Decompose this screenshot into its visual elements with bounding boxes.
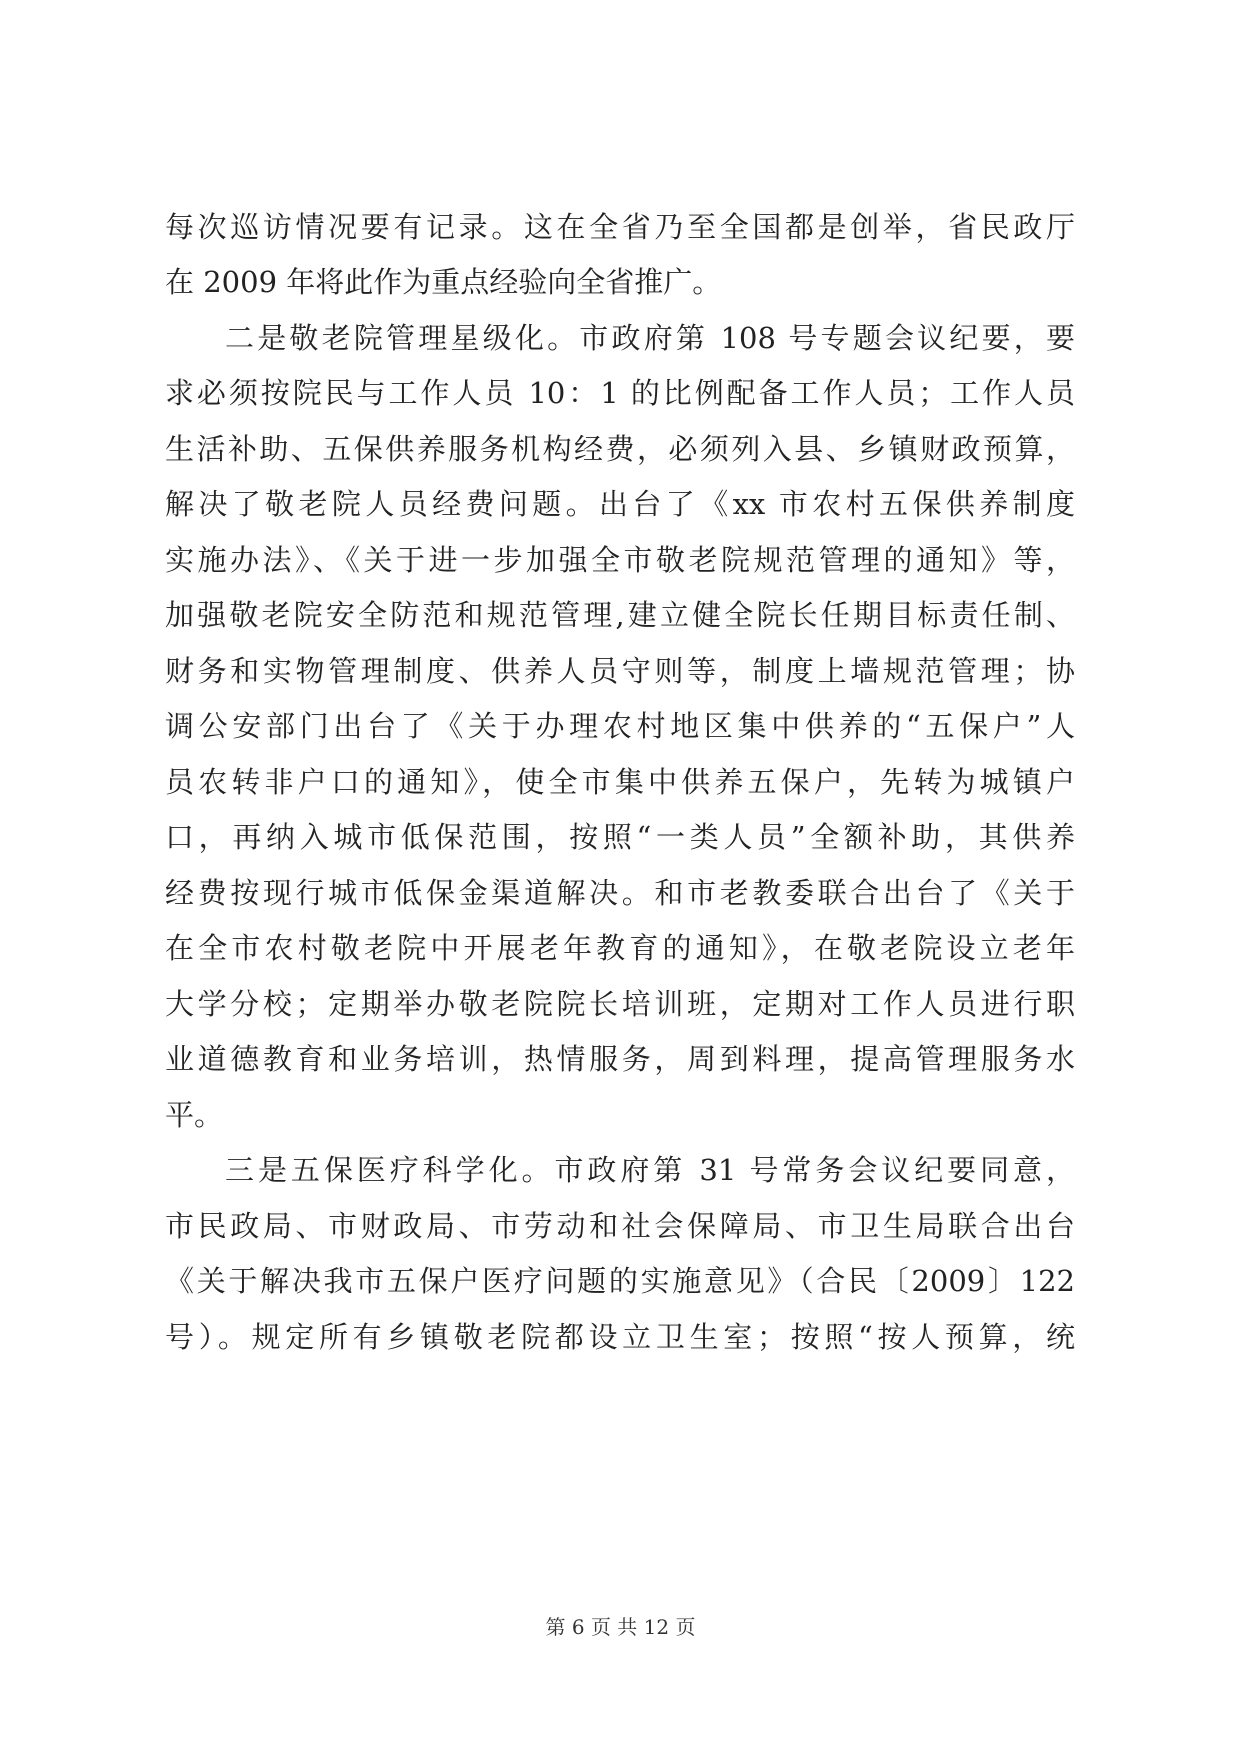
text-line: 实施办法》、《关于进一步加强全市敬老院规范管理的通知》等， [165, 543, 1075, 577]
text-line: 口，再纳入城市低保范围，按照“一类人员”全额补助，其供养 [165, 820, 1075, 854]
text-line: 平。 [165, 1098, 224, 1132]
text-line: 求必须按院民与工作人员 10：1 的比例配备工作人员；工作人员 [165, 376, 1075, 410]
text-line: 员农转非户口的通知》，使全市集中供养五保户，先转为城镇户 [165, 765, 1075, 799]
text-line: 市民政局、市财政局、市劳动和社会保障局、市卫生局联合出台 [165, 1209, 1075, 1243]
text-line: 大学分校；定期举办敬老院院长培训班，定期对工作人员进行职 [165, 987, 1075, 1021]
text-line: 解决了敬老院人员经费问题。出台了《xx 市农村五保供养制度 [165, 487, 1075, 521]
page-number-footer: 第 6 页 共 12 页 [545, 1615, 696, 1639]
text-line: 在 2009 年将此作为重点经验向全省推广。 [165, 265, 722, 299]
text-line: 调公安部门出台了《关于办理农村地区集中供养的“五保户”人 [165, 709, 1075, 743]
paragraph-start-line: 二是敬老院管理星级化。市政府第 108 号专题会议纪要，要 [225, 321, 1075, 355]
text-line: 财务和实物管理制度、供养人员守则等，制度上墙规范管理；协 [165, 654, 1075, 688]
text-line: 每次巡访情况要有记录。这在全省乃至全国都是创举，省民政厅 [165, 210, 1075, 244]
text-line: 《关于解决我市五保户医疗问题的实施意见》（合民〔2009〕122 [165, 1264, 1075, 1298]
paragraph-start-line: 三是五保医疗科学化。市政府第 31 号常务会议纪要同意， [225, 1153, 1075, 1187]
text-line: 业道德教育和业务培训，热情服务，周到料理，提高管理服务水 [165, 1042, 1075, 1076]
text-line: 加强敬老院安全防范和规范管理,建立健全院长任期目标责任制、 [165, 598, 1075, 632]
text-line: 在全市农村敬老院中开展老年教育的通知》，在敬老院设立老年 [165, 931, 1075, 965]
text-line: 生活补助、五保供养服务机构经费，必须列入县、乡镇财政预算， [165, 432, 1075, 466]
text-line: 经费按现行城市低保金渠道解决。和市老教委联合出台了《关于 [165, 876, 1075, 910]
text-line: 号）。规定所有乡镇敬老院都设立卫生室；按照“按人预算，统 [165, 1320, 1075, 1354]
